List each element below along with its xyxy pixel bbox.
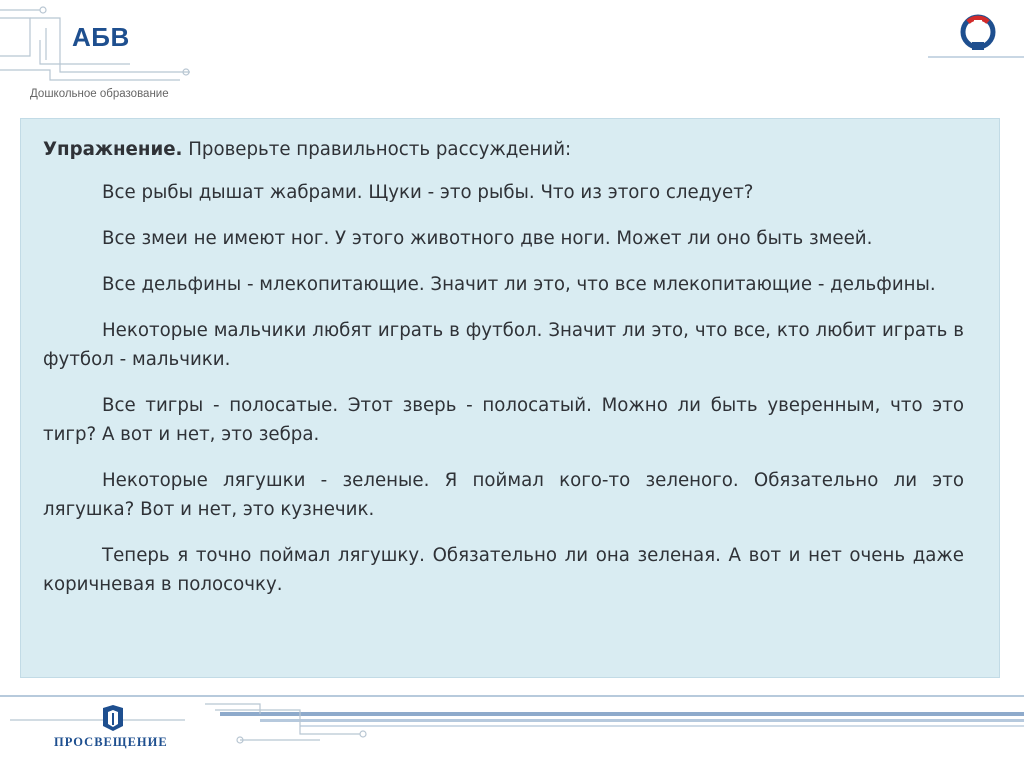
exercise-paragraph: Все рыбы дышат жабрами. Щуки - это рыбы. Что из этого следует? [102,182,754,203]
brand-subtitle: Дошкольное образование [30,88,169,100]
exercise-paragraph: Некоторые мальчики любят играть в футбол. Значит ли это, что все, кто любит играть в футбол - мальчики. [43,320,964,370]
publisher-emblem-icon [100,704,126,732]
header-divider [928,56,1024,58]
exercise-paragraph: Некоторые лягушки - зеленые. Я поймал кого-то зеленого. Обязательно ли это лягушка? Вот и нет, это кузнечик. [43,470,964,520]
exercise-paragraph: Все змеи не имеют ног. У этого животного две ноги. Может ли оно быть змеей. [102,228,873,249]
publisher-name: ПРОСВЕЩЕНИЕ [54,735,168,749]
exercise-heading-bold: Упражнение. [43,139,183,160]
exercise-paragraph: Теперь я точно поймал лягушку. Обязательно ли она зеленая. А вот и нет очень даже коричневая в полосочку. [43,545,964,595]
exercise-heading [43,135,964,164]
exercise-paragraph: Все тигры - полосатые. Этот зверь - полосатый. Можно ли быть уверенным, что это тигр? А вот и нет, это зебра. [43,395,964,445]
exercise-paragraph: Все дельфины - млекопитающие. Значит ли это, что все млекопитающие - дельфины. [102,274,936,295]
emblem-logo-icon [950,12,1006,56]
brand-logo-text: АБВ [72,22,130,52]
exercise-panel [20,118,1000,678]
exercise-heading-rest: Проверьте правильность рассуждений: [182,139,572,160]
